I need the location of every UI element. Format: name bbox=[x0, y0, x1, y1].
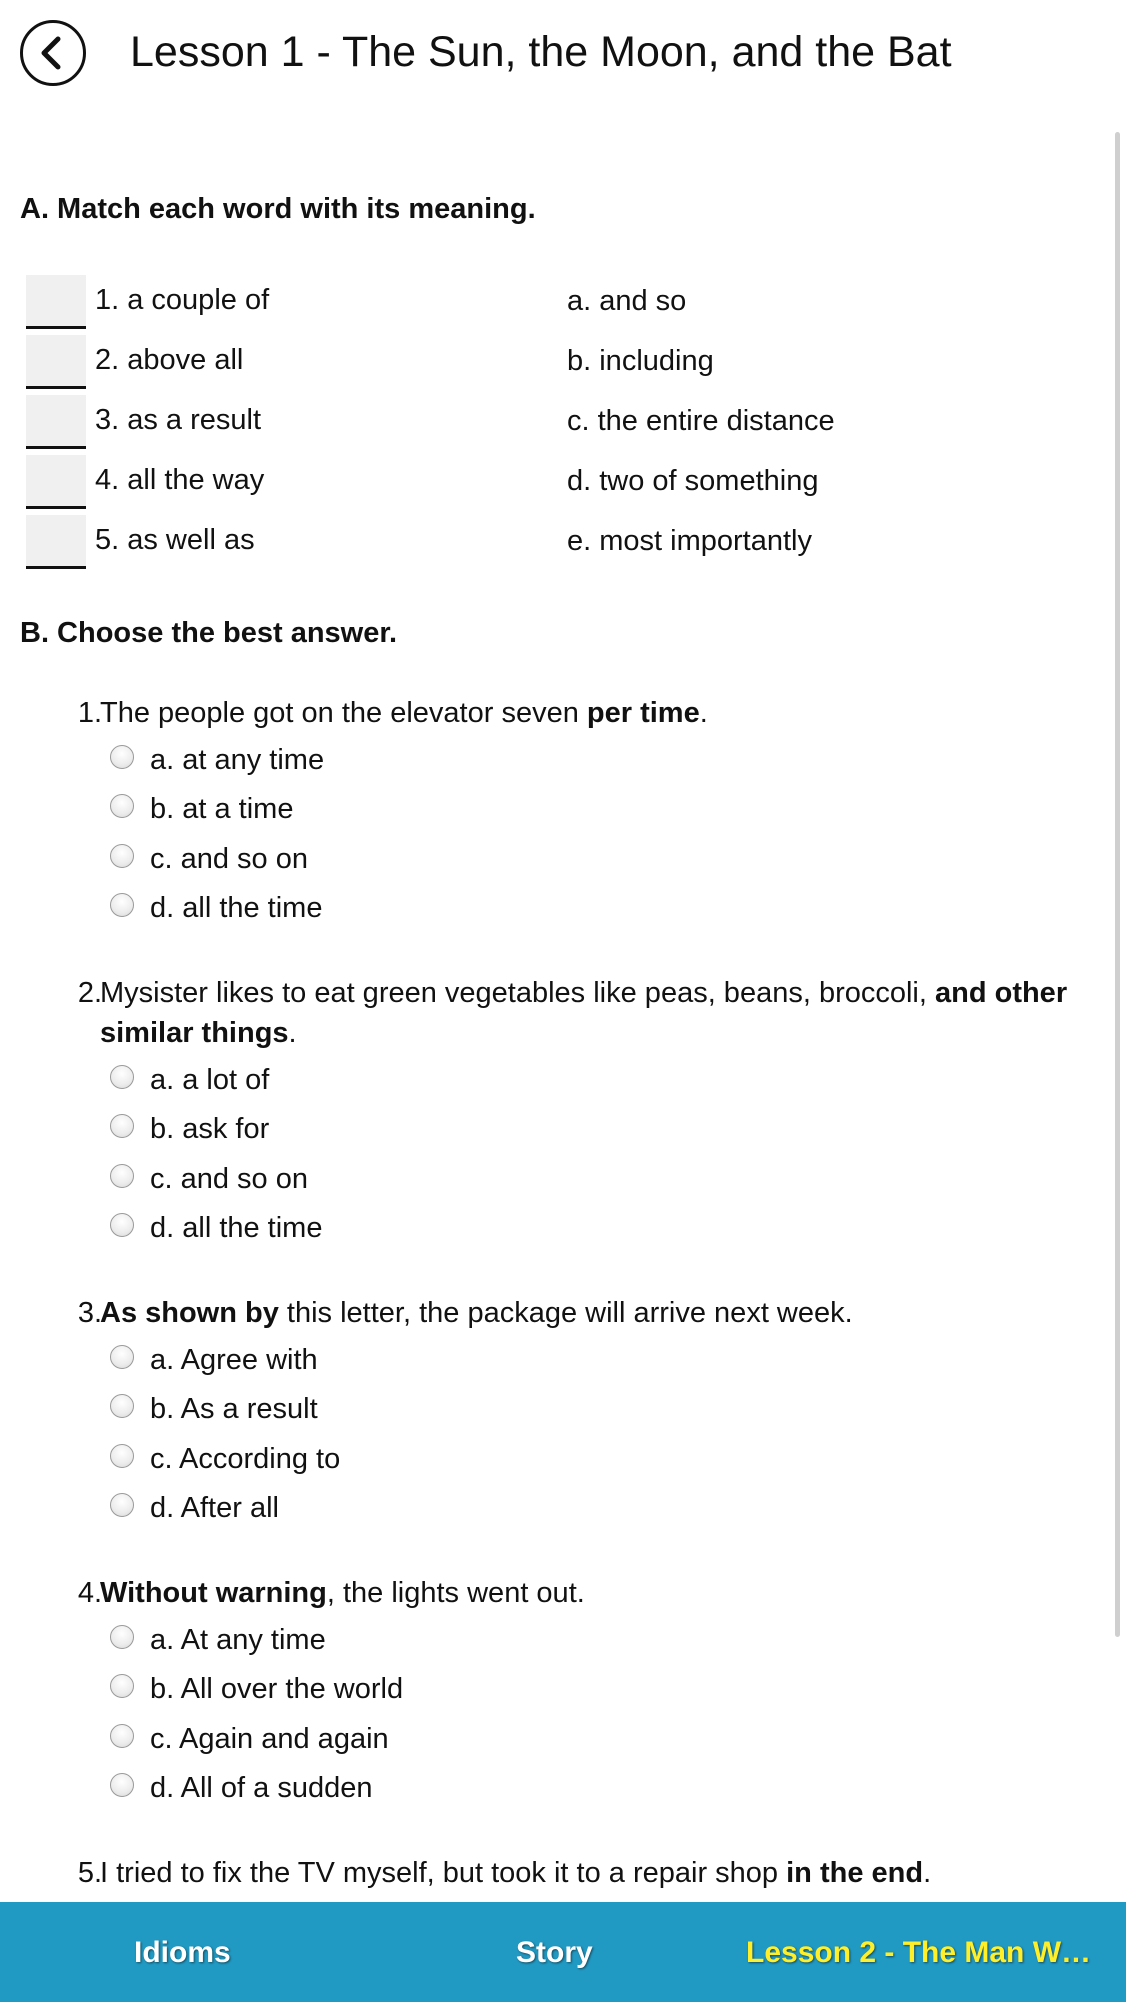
question-5-text: I tried to fix the TV myself, but took it to a repair shop in the end. bbox=[100, 1857, 932, 1889]
q3-option-b-radio[interactable] bbox=[110, 1394, 134, 1418]
back-button[interactable] bbox=[20, 20, 86, 86]
q3-option-d-radio[interactable] bbox=[110, 1493, 134, 1517]
nav-story[interactable]: Story bbox=[516, 1936, 593, 1969]
q1-option-a-label[interactable]: a. at any time bbox=[150, 744, 325, 776]
question-1-text: The people got on the elevator seven per time. bbox=[100, 697, 708, 729]
q1-option-d-radio[interactable] bbox=[110, 893, 134, 917]
q4-option-b-radio[interactable] bbox=[110, 1674, 134, 1698]
q1-option-a-radio[interactable] bbox=[110, 745, 134, 769]
q4-option-b-label[interactable]: b. All over the world bbox=[150, 1673, 404, 1705]
q4-option-d-label[interactable]: d. All of a sudden bbox=[150, 1772, 373, 1804]
question-2-number: 2. bbox=[77, 977, 102, 1009]
section-a-title: A. Match each word with its meaning. bbox=[20, 193, 536, 225]
q2-option-d-label[interactable]: d. all the time bbox=[150, 1212, 323, 1244]
question-4-number: 4. bbox=[77, 1577, 102, 1609]
match-word-4: 4. all the way bbox=[95, 464, 265, 496]
q4-option-c-label[interactable]: c. Again and again bbox=[150, 1723, 389, 1755]
q3-option-b-label[interactable]: b. As a result bbox=[150, 1393, 318, 1425]
question-3-number: 3. bbox=[77, 1297, 102, 1329]
chevron-left-icon bbox=[23, 23, 83, 83]
nav-idioms[interactable]: Idioms bbox=[134, 1936, 231, 1969]
q1-option-c-radio[interactable] bbox=[110, 844, 134, 868]
q2-option-d-radio[interactable] bbox=[110, 1213, 134, 1237]
q4-option-a-radio[interactable] bbox=[110, 1625, 134, 1649]
match-word-2: 2. above all bbox=[95, 344, 244, 376]
match-meaning-e: e. most importantly bbox=[567, 525, 812, 557]
q1-option-b-label[interactable]: b. at a time bbox=[150, 793, 294, 825]
match-answer-box-3[interactable] bbox=[26, 395, 86, 449]
question-1-number: 1. bbox=[77, 697, 102, 729]
q4-option-d-radio[interactable] bbox=[110, 1773, 134, 1797]
q3-option-d-label[interactable]: d. After all bbox=[150, 1492, 279, 1524]
match-meaning-b: b. including bbox=[567, 345, 714, 377]
q2-option-b-radio[interactable] bbox=[110, 1114, 134, 1138]
q2-option-a-radio[interactable] bbox=[110, 1065, 134, 1089]
q2-option-b-label[interactable]: b. ask for bbox=[150, 1113, 270, 1145]
q2-option-c-radio[interactable] bbox=[110, 1164, 134, 1188]
section-b-title: B. Choose the best answer. bbox=[20, 617, 398, 649]
scrollbar[interactable] bbox=[1115, 132, 1120, 1637]
match-answer-box-2[interactable] bbox=[26, 335, 86, 389]
q4-option-a-label[interactable]: a. At any time bbox=[150, 1624, 326, 1656]
match-word-5: 5. as well as bbox=[95, 524, 255, 556]
match-answer-box-1[interactable] bbox=[26, 275, 86, 329]
match-meaning-d: d. two of something bbox=[567, 465, 819, 497]
question-3-text: As shown by this letter, the package will arrive next week. bbox=[100, 1297, 853, 1329]
match-word-3: 3. as a result bbox=[95, 404, 262, 436]
q3-option-c-radio[interactable] bbox=[110, 1444, 134, 1468]
match-meaning-a: a. and so bbox=[567, 285, 687, 317]
q3-option-a-radio[interactable] bbox=[110, 1345, 134, 1369]
match-meaning-c: c. the entire distance bbox=[567, 405, 835, 437]
question-2-text: Mysister likes to eat green vegetables like peas, beans, broccoli, and other similar things. bbox=[100, 977, 1068, 1049]
question-4-text: Without warning, the lights went out. bbox=[100, 1577, 585, 1609]
page-title: Lesson 1 - The Sun, the Moon, and the Bat bbox=[130, 28, 952, 76]
q1-option-b-radio[interactable] bbox=[110, 794, 134, 818]
q1-option-c-label[interactable]: c. and so on bbox=[150, 843, 308, 875]
header bbox=[0, 0, 1126, 112]
q4-option-c-radio[interactable] bbox=[110, 1724, 134, 1748]
bottom-nav bbox=[0, 1902, 1126, 2002]
q2-option-c-label[interactable]: c. and so on bbox=[150, 1163, 308, 1195]
q1-option-d-label[interactable]: d. all the time bbox=[150, 892, 323, 924]
q2-option-a-label[interactable]: a. a lot of bbox=[150, 1064, 270, 1096]
nav-next-lesson[interactable]: Lesson 2 - The Man W… bbox=[746, 1936, 1092, 1969]
match-answer-box-4[interactable] bbox=[26, 455, 86, 509]
match-answer-box-5[interactable] bbox=[26, 515, 86, 569]
question-5-number: 5. bbox=[77, 1857, 102, 1889]
match-word-1: 1. a couple of bbox=[95, 284, 270, 316]
q3-option-a-label[interactable]: a. Agree with bbox=[150, 1344, 318, 1376]
q3-option-c-label[interactable]: c. According to bbox=[150, 1443, 341, 1475]
